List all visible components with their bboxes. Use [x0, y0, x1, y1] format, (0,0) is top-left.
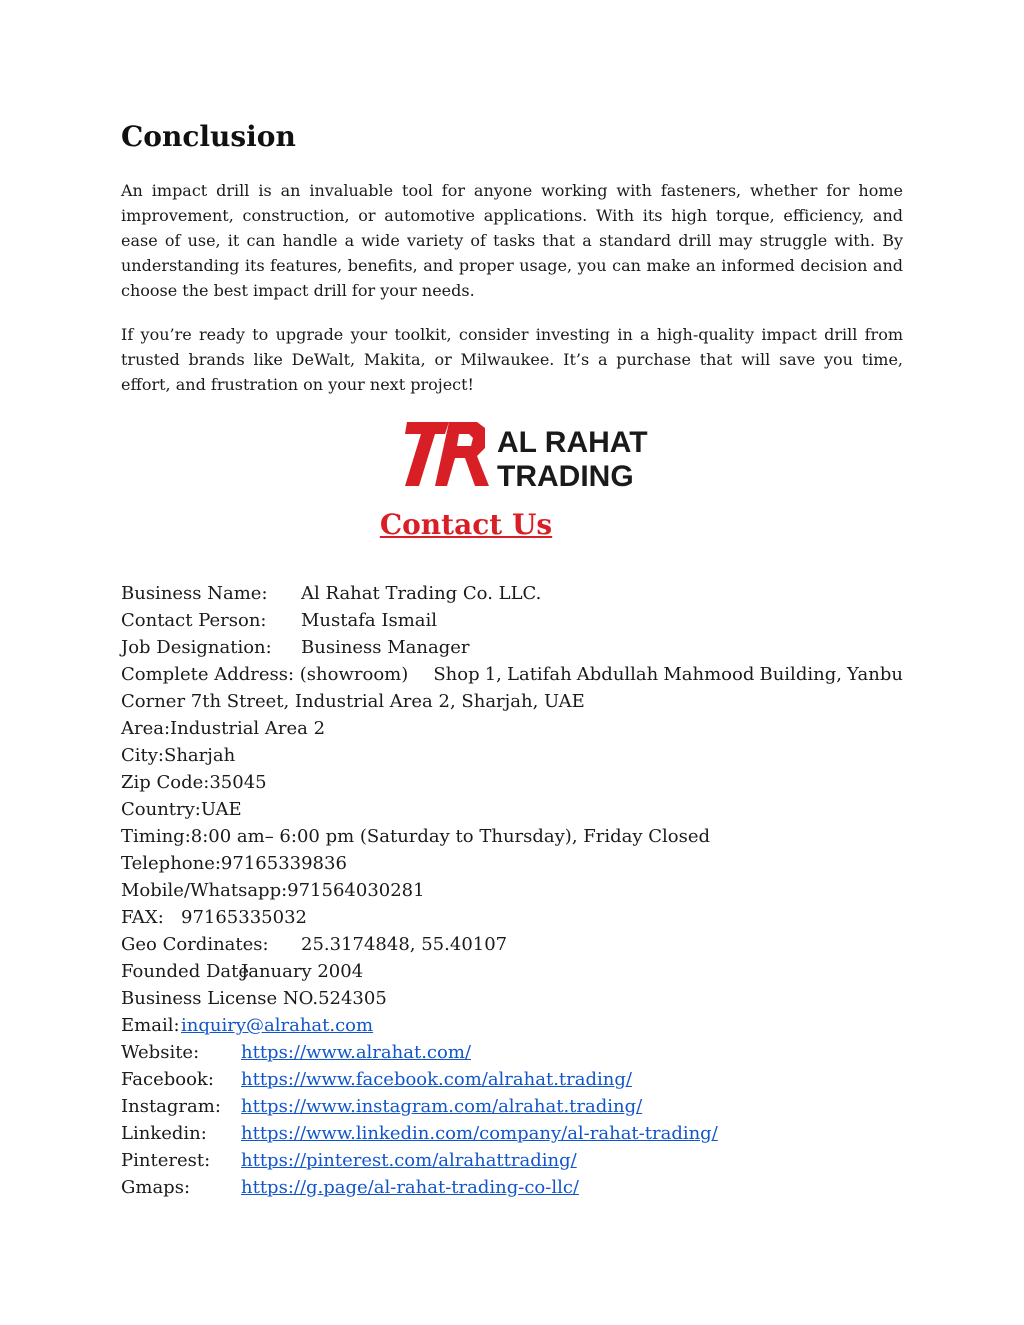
contact-person-label: Contact Person: [121, 610, 267, 631]
geo-row [121, 931, 903, 958]
pinterest-label: Pinterest: [121, 1150, 211, 1171]
contact-person-value: Mustafa Ismail [301, 610, 438, 631]
address-row [121, 661, 903, 688]
fax-label: FAX: [121, 907, 164, 928]
gmaps-label: Gmaps: [121, 1177, 191, 1198]
address-word: Shop [433, 664, 480, 685]
address-word: Yanbu [847, 664, 903, 685]
linkedin-label: Linkedin: [121, 1123, 207, 1144]
job-designation-value: Business Manager [301, 637, 470, 658]
job-designation-label: Job Designation: [121, 637, 272, 658]
contact-us-heading: Contact Us [379, 508, 553, 541]
timing: Timing:8:00 am– 6:00 pm (Saturday to Thursday), Friday Closed [121, 826, 711, 847]
address-line-2: Corner 7th Street, Industrial Area 2, Sharjah, UAE [121, 691, 585, 712]
website-row [121, 1039, 903, 1066]
email-row [121, 1012, 903, 1039]
email-link[interactable]: inquiry@alrahat.com [181, 1015, 374, 1036]
address-word: Mahmood [663, 664, 755, 685]
conclusion-paragraph-2: If you’re ready to upgrade your toolkit, consider investing in a high-quality impact drill from trusted brands like DeWalt, Makita, or Milwaukee. It’s a purchase that will save you time, effort, and frustration on your next project! [121, 325, 903, 394]
job-designation-row [121, 634, 903, 661]
website-link[interactable]: https://www.alrahat.com/ [241, 1042, 471, 1063]
gmaps-row [121, 1174, 903, 1201]
city: City:Sharjah [121, 745, 236, 766]
address-label: Complete Address: (showroom) [121, 664, 409, 685]
business-name-value: Al Rahat Trading Co. LLC. [301, 583, 542, 604]
linkedin-link[interactable]: https://www.linkedin.com/company/al-rahat-trading/ [241, 1123, 718, 1144]
facebook-label: Facebook: [121, 1069, 214, 1090]
pinterest-link[interactable]: https://pinterest.com/alrahattrading/ [241, 1150, 577, 1171]
email-label: Email: [121, 1015, 180, 1036]
geo-value: 25.3174848, 55.40107 [301, 934, 508, 955]
address-word: Abdullah [576, 664, 659, 685]
founded-label: Founded Date [121, 961, 249, 982]
address-word: 1, [484, 664, 502, 685]
area: Area:Industrial Area 2 [121, 718, 326, 739]
pinterest-row [121, 1147, 903, 1174]
logo-line-2: TRADING [497, 460, 634, 493]
business-name-label: Business Name: [121, 583, 268, 604]
address-word: Latifah [507, 664, 572, 685]
zip-code: Zip Code:35045 [121, 772, 267, 793]
instagram-label: Instagram: [121, 1096, 221, 1117]
geo-label: Geo Cordinates: [121, 934, 269, 955]
business-license: Business License NO.524305 [121, 988, 387, 1009]
gmaps-link[interactable]: https://g.page/al-rahat-trading-co-llc/ [241, 1177, 580, 1198]
founded-row [121, 958, 903, 985]
facebook-link[interactable]: https://www.facebook.com/alrahat.trading/ [241, 1069, 632, 1090]
country: Country:UAE [121, 799, 242, 820]
mobile-whatsapp: Mobile/Whatsapp:971564030281 [121, 880, 425, 901]
contact-person-row [121, 607, 903, 634]
facebook-row [121, 1066, 903, 1093]
conclusion-paragraph-1: An impact drill is an invaluable tool for anyone working with fasteners, whether for home improvement, construction, or automotive applications. With its high torque, efficiency, and ease of use, it can handle a wide variety of tasks that a standard drill may struggle with. By understanding its features, benefits, and proper usage, you can make an informed decision and choose the best impact drill for your needs. [121, 181, 903, 300]
conclusion-heading: Conclusion [121, 120, 296, 153]
founded-value: January 2004 [241, 961, 364, 982]
fax-row [121, 904, 903, 931]
telephone: Telephone:97165339836 [121, 853, 347, 874]
logo-line-1: AL RAHAT [497, 426, 648, 459]
fax-value: 97165335032 [181, 907, 307, 928]
instagram-link[interactable]: https://www.instagram.com/alrahat.trading/ [241, 1096, 643, 1117]
contact-info [121, 580, 903, 1201]
business-name-row [121, 580, 903, 607]
linkedin-row [121, 1120, 903, 1147]
instagram-row [121, 1093, 903, 1120]
address-word: Building, [759, 664, 842, 685]
website-label: Website: [121, 1042, 200, 1063]
al-rahat-logo [405, 420, 648, 493]
